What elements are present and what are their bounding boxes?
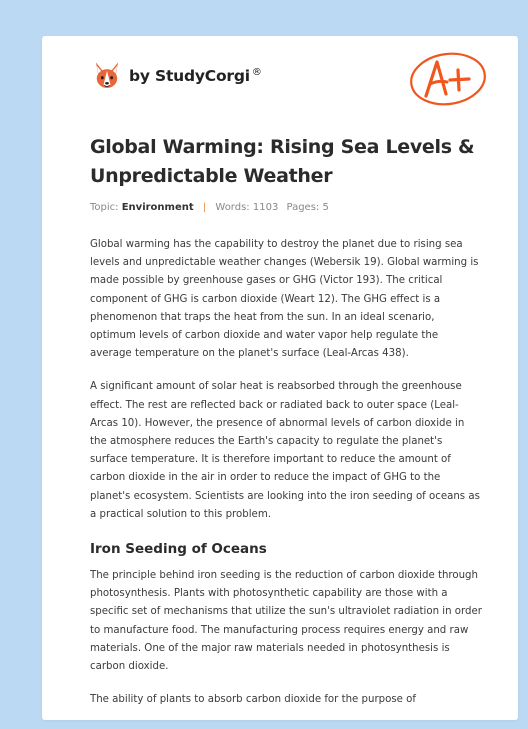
a-plus-grade-icon <box>406 48 490 108</box>
word-count: Words: 1103 <box>215 202 279 213</box>
essay-meta <box>90 202 329 213</box>
paragraph: A significant amount of solar heat is reabsorbed through the greenhouse effect. The rest are reflected back or radiated back to outer space (Leal-Arcas 10). However, the presence of abnormal levels of carbon dioxide in the atmosphere reduces the Earth's capacity to regulate the planet's surface temperature. It is therefore important to reduce the amount of carbon dioxide in the air in order to reduce the impact of GHG to the planet's ecosystem. Scientists are looking into the iron seeding of oceans as a practical solution to this problem. <box>90 381 480 520</box>
essay-body <box>90 236 482 720</box>
paragraph: Global warming has the capability to destroy the planet due to rising sea levels and unpredictable weather changes (Webersik 19). Global warming is made possible by greenhouse gases or GHG (Victor 193). The critical component of GHG is carbon dioxide (Weart 12). The GHG effect is a phenomenon that traps the heat from the sun. In an ideal scenario, optimum levels of carbon dioxide and water vapor help regulate the average temperature on the planet's surface (Leal-Arcas 438). <box>90 239 479 360</box>
topic-link[interactable]: Environment <box>121 202 194 213</box>
section-heading: Iron Seeding of Oceans <box>90 541 267 558</box>
brand-logo[interactable] <box>90 58 262 94</box>
meta-separator: | <box>202 202 207 213</box>
paragraph: The principle behind iron seeding is the reduction of carbon dioxide through photosynthesis. Plants with photosynthetic capability are those with a specific set of mechanisms that utilize the sun's ultraviolet radiation in order to manufacture food. The manufacturing process requires energy and raw materials. One of the major raw materials needed in photosynthesis is carbon dioxide. <box>90 570 482 673</box>
topic-label: Topic: <box>90 202 119 213</box>
essay-card <box>42 36 518 720</box>
brand-name: by StudyCorgi ® <box>129 66 262 86</box>
page-count: Pages: 5 <box>286 202 329 213</box>
essay-title: Global Warming: Rising Sea Levels & Unpredictable Weather <box>90 136 475 187</box>
paragraph: The ability of plants to absorb carbon dioxide for the purpose of <box>90 694 416 706</box>
corgi-logo-icon <box>90 59 124 93</box>
